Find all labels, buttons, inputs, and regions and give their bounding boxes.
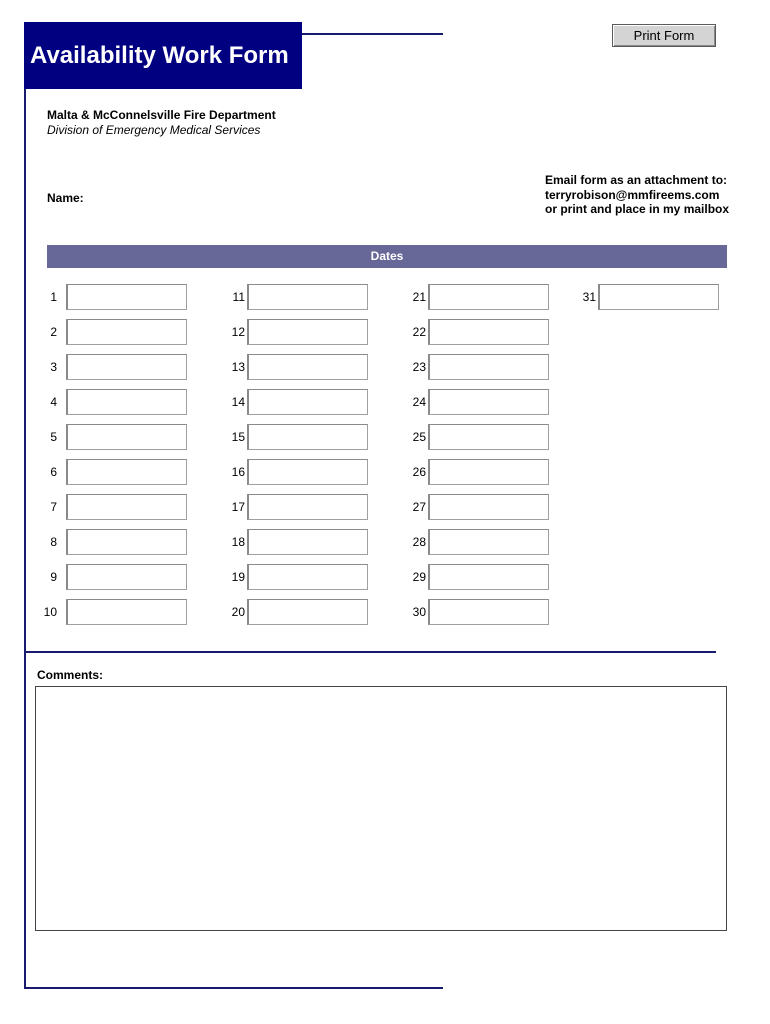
day-label: 11 [232, 290, 245, 304]
bottom-rule [24, 987, 443, 989]
day-label: 12 [231, 325, 245, 339]
day-field[interactable] [428, 319, 549, 345]
comments-rule [24, 651, 716, 653]
top-rule [300, 33, 443, 35]
day-field[interactable] [428, 389, 549, 415]
day-label: 31 [582, 290, 596, 304]
day-field[interactable] [247, 284, 368, 310]
day-field[interactable] [66, 319, 187, 345]
day-label: 3 [50, 360, 57, 374]
day-label: 4 [50, 395, 57, 409]
day-label: 6 [50, 465, 57, 479]
day-field[interactable] [66, 459, 187, 485]
day-field[interactable] [428, 494, 549, 520]
day-label: 30 [412, 605, 426, 619]
day-field[interactable] [247, 389, 368, 415]
day-field[interactable] [66, 599, 187, 625]
day-label: 7 [50, 500, 57, 514]
day-field[interactable] [247, 319, 368, 345]
day-label: 14 [231, 395, 245, 409]
day-field[interactable] [66, 389, 187, 415]
left-rule [24, 88, 26, 988]
org-name: Malta & McConnelsville Fire Department [47, 108, 276, 122]
day-field[interactable] [428, 459, 549, 485]
email-instructions [545, 173, 729, 217]
day-label: 13 [231, 360, 245, 374]
day-field[interactable] [66, 529, 187, 555]
day-field[interactable] [247, 529, 368, 555]
comments-field[interactable] [35, 686, 727, 931]
email-line-2: terryrobison@mmfireems.com [545, 187, 720, 202]
day-field[interactable] [66, 354, 187, 380]
day-field[interactable] [428, 284, 549, 310]
day-label: 25 [412, 430, 426, 444]
day-label: 27 [412, 500, 426, 514]
day-label: 18 [231, 535, 245, 549]
day-field[interactable] [66, 564, 187, 590]
org-division: Division of Emergency Medical Services [47, 123, 261, 137]
day-label: 5 [50, 430, 57, 444]
email-line-3: or print and place in my mailbox [545, 202, 730, 216]
comments-label: Comments: [37, 668, 104, 682]
day-field[interactable] [428, 599, 549, 625]
day-field[interactable] [66, 494, 187, 520]
day-label: 17 [231, 500, 245, 514]
day-label: 26 [412, 465, 426, 479]
day-field[interactable] [66, 424, 187, 450]
day-label: 20 [231, 605, 245, 619]
day-field[interactable] [247, 494, 368, 520]
day-label: 29 [412, 570, 426, 584]
day-label: 9 [50, 570, 57, 584]
day-field[interactable] [247, 459, 368, 485]
day-label: 10 [43, 605, 57, 619]
day-field[interactable] [247, 599, 368, 625]
day-label: 28 [412, 535, 426, 549]
day-label: 22 [412, 325, 426, 339]
print-form-button[interactable]: Print Form [612, 24, 716, 47]
day-label: 23 [412, 360, 426, 374]
day-field[interactable] [598, 284, 719, 310]
day-label: 8 [50, 535, 57, 549]
day-field[interactable] [247, 354, 368, 380]
day-field[interactable] [428, 529, 549, 555]
day-label: 21 [412, 290, 426, 304]
day-label: 1 [50, 290, 57, 304]
day-label: 2 [50, 325, 57, 339]
name-label: Name: [47, 191, 84, 205]
day-label: 16 [231, 465, 245, 479]
email-line-1: Email form as an attachment to: [545, 173, 728, 187]
form-title: Availability Work Form [24, 22, 302, 89]
dates-header: Dates [47, 245, 727, 268]
day-label: 19 [231, 570, 245, 584]
day-field[interactable] [428, 354, 549, 380]
day-field[interactable] [247, 424, 368, 450]
day-field[interactable] [66, 284, 187, 310]
day-field[interactable] [247, 564, 368, 590]
day-label: 15 [231, 430, 245, 444]
day-field[interactable] [428, 564, 549, 590]
day-field[interactable] [428, 424, 549, 450]
day-label: 24 [412, 395, 426, 409]
